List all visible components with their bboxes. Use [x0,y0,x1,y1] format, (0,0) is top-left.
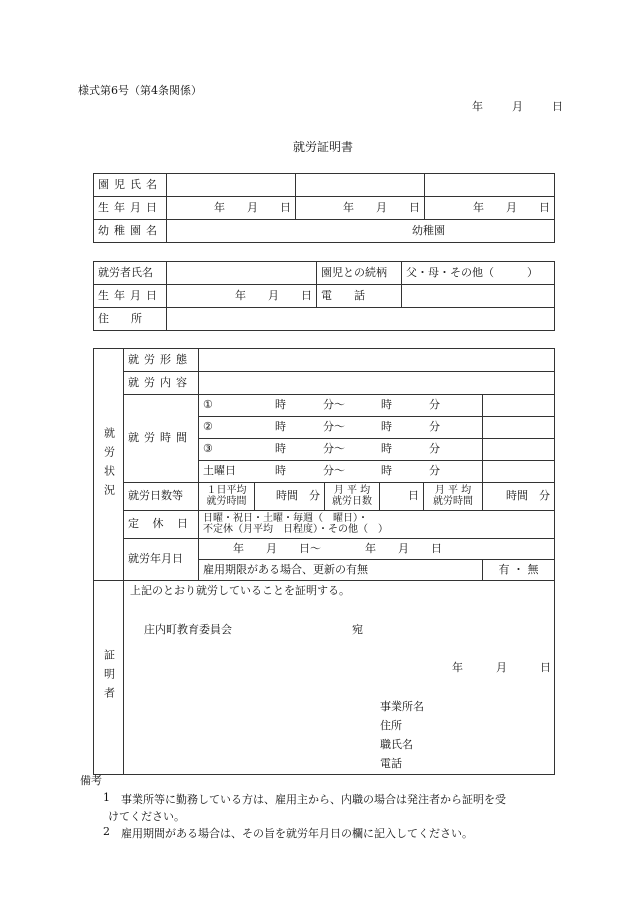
worker-birth-field[interactable]: 年 月 日 [167,285,317,308]
child-name-label: 園児氏名 [94,174,167,197]
child-name-1[interactable] [167,174,296,197]
remarks-item-1-line-b: けてください。 [108,810,185,823]
proof-address-label: 住所 [380,719,402,732]
worker-name-label: 就労者氏名 [94,262,167,285]
child-name-3[interactable] [425,174,555,197]
period-range-field[interactable]: 年 月 日〜 年 月 日 [199,539,555,560]
period-label: 就労年月日 [124,539,199,581]
child-birth-label: 生年月日 [94,197,167,220]
daily-avg-label: １日平均 就労時間 [199,483,255,511]
proof-board: 庄内町教育委員会 [144,623,232,636]
work-table [93,348,555,775]
worker-table [93,261,555,331]
work-form-field[interactable] [199,349,555,372]
child-birth-2[interactable]: 年 月 日 [296,197,425,220]
work-hours-row-saturday[interactable]: 土曜日 時 分〜 時 分 [199,461,483,483]
remarks-item-2: 雇用期間がある場合は、その旨を就労年月日の欄に記入してください。 [121,827,473,840]
child-table [93,173,555,243]
work-hours-row-2[interactable]: ② 時 分〜 時 分 [199,417,483,439]
work-content-label: 就労内容 [124,372,199,395]
proof-title-label: 職氏名 [380,738,413,751]
monthly-hours-label: 月 平 均 就労時間 [424,483,483,511]
work-hours-extra-4[interactable] [483,461,555,483]
work-hours-extra-1[interactable] [483,395,555,417]
child-birth-1[interactable]: 年 月 日 [167,197,296,220]
work-hours-extra-2[interactable] [483,417,555,439]
remarks-label: 備考 [80,774,102,787]
kinder-name-field[interactable]: 幼稚園 [167,220,555,243]
holiday-label: 定 休 日 [124,511,199,539]
proof-area [124,581,555,775]
daily-avg-field[interactable]: 時間 分 [255,483,325,511]
monthly-days-field[interactable]: 日 [380,483,424,511]
holiday-field[interactable]: 日曜・祝日・土曜・毎週（ 曜日）・ 不定休（月平均 日程度）・その他（ ） [199,511,555,539]
worker-name-field[interactable] [167,262,317,285]
remarks-item-1-num: 1 [103,791,110,804]
work-hours-row-1[interactable]: ① 時 分〜 時 分 [199,395,483,417]
child-name-2[interactable] [296,174,425,197]
renewal-text: 雇用期限がある場合、更新の有無 [199,560,483,581]
monthly-days-label: 月 平 均 就労日数 [325,483,380,511]
date-year: 年 [472,100,483,113]
child-birth-3[interactable]: 年 月 日 [425,197,555,220]
relation-label: 園児との続柄 [317,262,402,285]
work-hours-extra-3[interactable] [483,439,555,461]
address-field[interactable] [167,308,555,331]
worker-birth-label: 生年月日 [94,285,167,308]
remarks-item-2-num: 2 [103,825,110,838]
phone-label: 電 話 [317,285,402,308]
proof-phone-label: 電話 [380,757,402,770]
page-title: 就労証明書 [293,140,354,154]
proof-section-label: 証明者 [94,581,124,775]
remarks-item-1-line-a: 事業所等に勤務している方は、雇用主から、内職の場合は発注者から証明を受 [121,793,506,806]
kinder-name-label: 幼稚園名 [94,220,167,243]
date-day: 日 [552,100,563,113]
address-label: 住 所 [94,308,167,331]
form-number: 様式第6号（第4条関係） [78,84,202,97]
work-hours-row-3[interactable]: ③ 時 分〜 時 分 [199,439,483,461]
proof-date[interactable]: 年 月 日 [452,661,551,674]
proof-statement: 上記のとおり就労していることを証明する。 [130,584,350,597]
phone-field[interactable] [402,285,555,308]
proof-office-label: 事業所名 [380,700,424,713]
relation-field[interactable]: 父・母・その他（ ） [402,262,555,285]
work-hours-label: 就労時間 [124,395,199,483]
header-date [472,98,563,114]
monthly-hours-field[interactable]: 時間 分 [483,483,555,511]
work-form-label: 就労形態 [124,349,199,372]
date-month: 月 [512,100,523,113]
proof-to: 宛 [352,623,363,636]
work-content-field[interactable] [199,372,555,395]
work-section-label: 就労状況 [94,349,124,581]
renewal-choice[interactable]: 有 ・ 無 [483,560,555,581]
work-days-label: 就労日数等 [124,483,199,511]
